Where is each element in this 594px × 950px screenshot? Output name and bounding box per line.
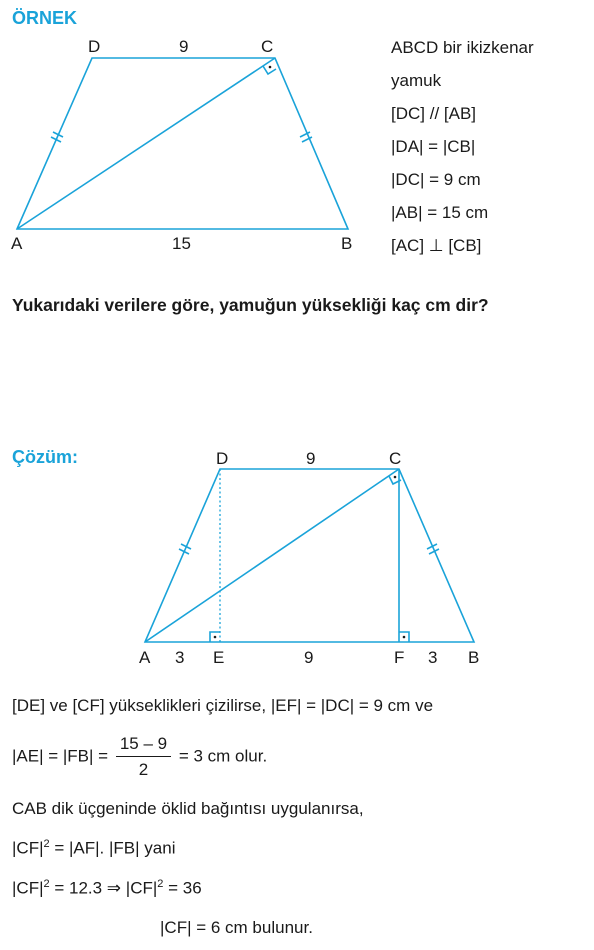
line4-exponent: 2	[43, 838, 50, 850]
given-line: |DA| = |CB|	[391, 137, 476, 156]
example-heading: ÖRNEK	[12, 8, 78, 28]
label-fb-length: 3	[428, 648, 438, 667]
label-c: C	[389, 449, 402, 468]
line5-part-a: |CF|	[12, 878, 44, 898]
given-line: |AB| = 15 cm	[391, 203, 489, 222]
label-e: E	[213, 648, 225, 667]
solution-line-3: CAB dik üçgeninde öklid bağıntısı uygulanırsa,	[12, 799, 364, 818]
example-trapezoid-figure	[0, 30, 380, 260]
solution-line-4	[12, 838, 175, 859]
right-angle-dot	[269, 66, 272, 69]
diagonal-ac	[17, 58, 275, 229]
line5-part-b: = 12.3 ⇒ |CF|	[49, 878, 158, 898]
line4-part-b: = |AF|. |FB| yani	[49, 838, 176, 858]
solution-line-1: [DE] ve [CF] yükseklikleri çizilirse, |EF| = |DC| = 9 cm ve	[12, 696, 434, 715]
given-line: yamuk	[391, 71, 442, 90]
label-d: D	[88, 37, 101, 56]
right-angle-dot-f	[403, 636, 406, 639]
right-angle-dot-e	[214, 636, 217, 639]
solution-line-2	[12, 734, 267, 780]
line5-exponent-2: 2	[157, 878, 164, 890]
label-a: A	[139, 648, 151, 667]
given-line: [DC] // [AB]	[391, 104, 477, 123]
fraction	[116, 734, 171, 780]
line4-part-a: |CF|	[12, 838, 44, 858]
label-b: B	[468, 648, 480, 667]
trapezoid-outline	[17, 58, 348, 229]
solution-heading: Çözüm:	[12, 447, 78, 467]
given-line: ABCD bir ikizkenar	[391, 38, 534, 57]
label-ae-length: 3	[175, 648, 185, 667]
given-list	[391, 31, 534, 262]
question-text: Yukarıdaki verilere göre, yamuğun yüksekliği kaç cm dir?	[12, 295, 489, 315]
line2-prefix: |AE| = |FB| =	[12, 746, 109, 766]
right-angle-dot-c	[394, 476, 397, 479]
solution-line-5	[12, 878, 202, 899]
label-a: A	[11, 234, 23, 253]
label-f: F	[394, 648, 405, 667]
line2-suffix: = 3 cm olur.	[178, 746, 268, 766]
solution-line-6: |CF| = 6 cm bulunur.	[160, 918, 313, 937]
label-d: D	[216, 449, 229, 468]
label-b: B	[341, 234, 353, 253]
label-top-length: 9	[179, 37, 189, 56]
label-ef-length: 9	[304, 648, 314, 667]
label-c: C	[261, 37, 274, 56]
line5-exponent-1: 2	[43, 878, 50, 890]
label-bottom-length: 15	[172, 234, 191, 253]
given-line: [AC] ⊥ [CB]	[391, 236, 482, 255]
fraction-numerator: 15 – 9	[116, 734, 171, 757]
solution-trapezoid-figure	[130, 440, 510, 675]
label-top-length: 9	[306, 449, 316, 468]
trapezoid-outline	[145, 469, 474, 642]
given-line: |DC| = 9 cm	[391, 170, 481, 189]
fraction-denominator: 2	[138, 760, 149, 779]
line5-part-c: = 36	[163, 878, 202, 898]
